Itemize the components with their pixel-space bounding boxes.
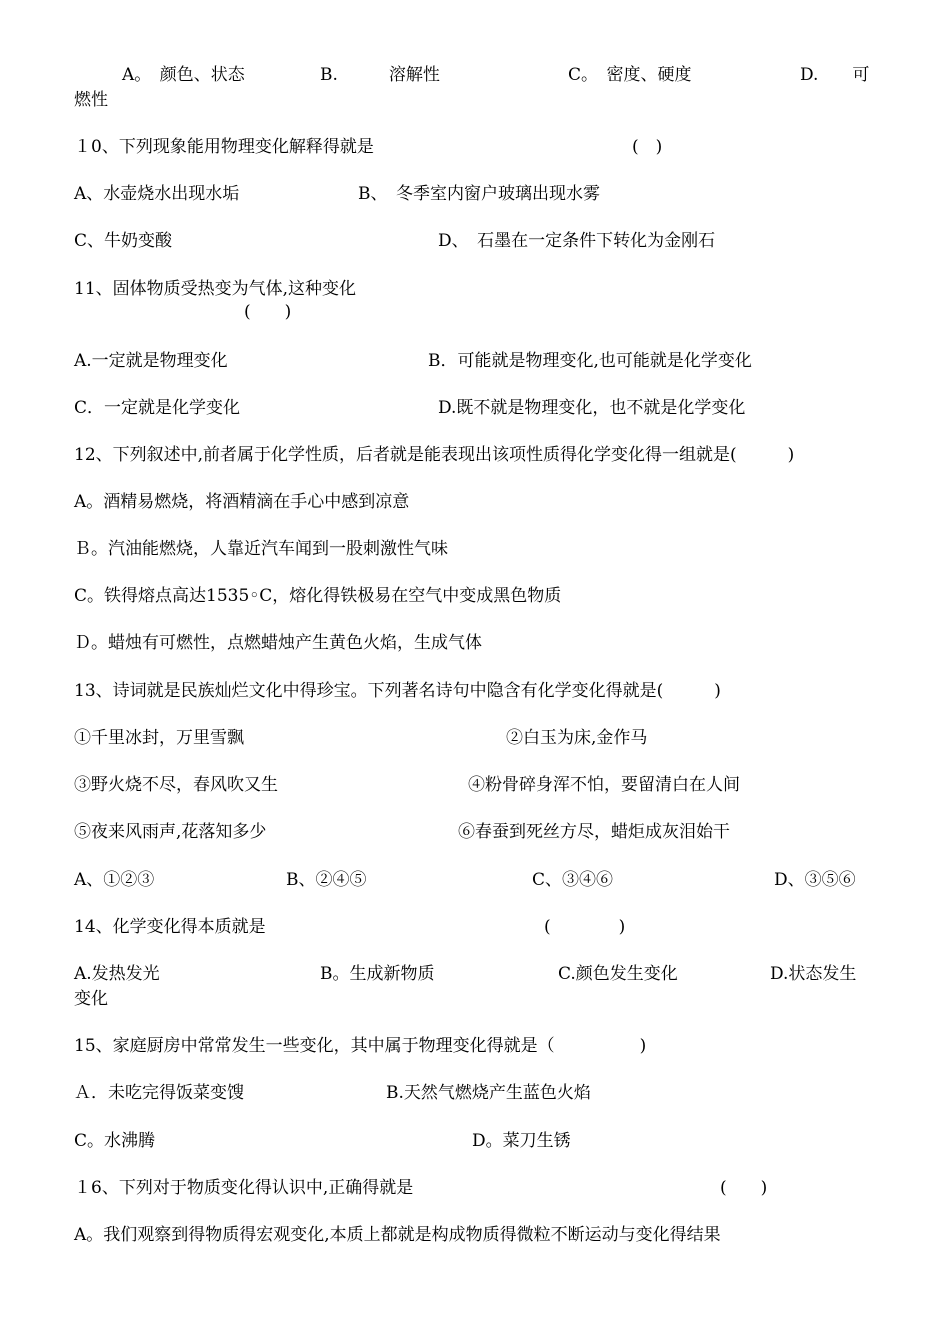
q13-option-b: B、②④⑤ <box>286 870 367 890</box>
q15-options-row-1 <box>0 1082 950 1106</box>
q13-option-c: C、③④⑥ <box>532 870 614 890</box>
q15-option-d: D。菜刀生锈 <box>472 1131 571 1151</box>
q10-options-row-1 <box>0 183 950 207</box>
q13-options-row <box>0 869 950 893</box>
q15-option-c: C。水沸腾 <box>74 1131 156 1151</box>
q16-stem-row <box>0 1177 950 1201</box>
q10-stem-row <box>0 136 950 160</box>
q11-option-d: D.既不就是物理变化，也不就是化学变化 <box>438 398 746 418</box>
q12-option-b: Ｂ。汽油能燃烧，人靠近汽车闻到一股刺激性气味 <box>74 539 448 559</box>
q13-poem-2: ②白玉为床,金作马 <box>506 728 648 748</box>
q10-options-row-2 <box>0 230 950 254</box>
q13-poems-row-1 <box>0 727 950 751</box>
q11-options-row-1 <box>0 350 950 374</box>
q12-option-c: C。铁得熔点高达1535◦C，熔化得铁极易在空气中变成黑色物质 <box>74 586 562 606</box>
q10-option-a: A、水壶烧水出现水垢 <box>74 184 240 204</box>
q14-answer-paren: ( ) <box>544 917 626 937</box>
q16-answer-paren: ( ) <box>720 1178 768 1198</box>
q14-stem: 14、化学变化得本质就是 <box>74 917 266 937</box>
q15-options-row-2 <box>0 1130 950 1154</box>
q9-options-row <box>0 64 950 88</box>
q13-poem-6: ⑥春蚕到死丝方尽，蜡炬成灰泪始干 <box>458 822 730 842</box>
q10-option-c: C、牛奶变酸 <box>74 231 173 251</box>
q11-stem: 11、固体物质受热变为气体,这种变化 <box>74 279 357 299</box>
q13-poem-1: ①千里冰封，万里雪飘 <box>74 728 244 748</box>
q13-poem-3: ③野火烧不尽，春风吹又生 <box>74 775 278 795</box>
q15-option-b: B.天然气燃烧产生蓝色火焰 <box>386 1083 591 1103</box>
q15-option-a: Ａ．未吃完得饭菜变馊 <box>74 1083 244 1103</box>
q9-option-b: B. 溶解性 <box>320 65 440 85</box>
q14-options-row <box>0 963 950 987</box>
q11-option-a: A.一定就是物理变化 <box>74 351 228 371</box>
q14-option-a: A.发热发光 <box>74 964 160 984</box>
q12-option-d: Ｄ。蜡烛有可燃性，点燃蜡烛产生黄色火焰，生成气体 <box>74 633 482 653</box>
q13-poem-5: ⑤夜来风雨声,花落知多少 <box>74 822 267 842</box>
q14-option-c: C.颜色发生变化 <box>558 964 678 984</box>
q10-option-d: D、 石墨在一定条件下转化为金刚石 <box>438 231 716 251</box>
q9-option-d: D. 可 <box>800 65 870 85</box>
q10-stem: １0、下列现象能用物理变化解释得就是 <box>74 137 374 157</box>
q16-stem: １6、下列对于物质变化得认识中,正确得就是 <box>74 1178 414 1198</box>
q9-option-c: C。 密度、硬度 <box>568 65 692 85</box>
q13-stem: 13、诗词就是民族灿烂文化中得珍宝。下列著名诗句中隐含有化学变化得就是( ) <box>74 681 721 701</box>
q14-option-d: D.状态发生 <box>770 964 857 984</box>
q14-option-b: B。生成新物质 <box>320 964 435 984</box>
q12-option-a: A。酒精易燃烧，将酒精滴在手心中感到凉意 <box>74 492 410 512</box>
q13-option-d: D、③⑤⑥ <box>774 870 856 890</box>
q12-stem: 12、下列叙述中,前者属于化学性质，后者就是能表现出该项性质得化学变化得一组就是( ) <box>74 445 795 465</box>
q11-option-c: C．一定就是化学变化 <box>74 398 241 418</box>
q11-answer-paren: ( ) <box>244 302 292 322</box>
q10-answer-paren: ( ) <box>632 137 663 157</box>
q14-stem-row <box>0 916 950 940</box>
q9-option-d-wrap: 燃性 <box>74 90 108 110</box>
q10-option-b: B、 冬季室内窗户玻璃出现水雾 <box>358 184 600 204</box>
q14-option-d-wrap: 变化 <box>74 989 108 1009</box>
q9-option-a: A。 颜色、状态 <box>122 65 245 85</box>
q11-option-b: B．可能就是物理变化,也可能就是化学变化 <box>428 351 752 371</box>
q13-poem-4: ④粉骨碎身浑不怕，要留清白在人间 <box>468 775 740 795</box>
q13-poems-row-2 <box>0 774 950 798</box>
q16-option-a: A。我们观察到得物质得宏观变化,本质上都就是构成物质得微粒不断运动与变化得结果 <box>74 1225 721 1245</box>
q13-option-a: A、①②③ <box>74 870 155 890</box>
q11-options-row-2 <box>0 397 950 421</box>
q13-poems-row-3 <box>0 821 950 845</box>
q15-stem: 15、家庭厨房中常常发生一些变化，其中属于物理变化得就是（ ) <box>74 1036 647 1056</box>
